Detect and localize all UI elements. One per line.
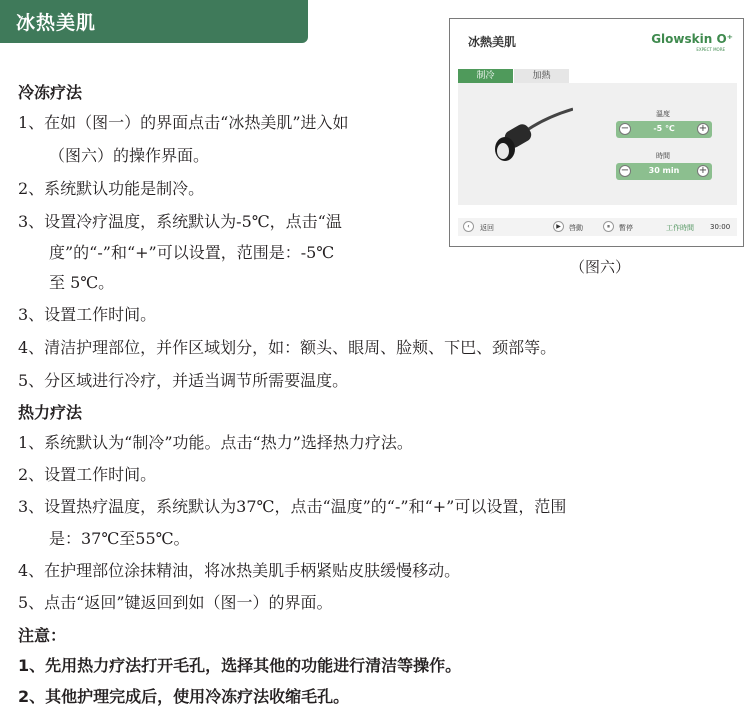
back-icon[interactable]: ‹	[463, 221, 474, 232]
section-header	[0, 0, 308, 43]
note-line-2: 2、其他护理完成后，使用冷冻疗法收缩毛孔。	[18, 687, 350, 706]
cold-line-6: 至 5℃。	[49, 273, 115, 292]
time-minus-button[interactable]: −	[620, 165, 630, 176]
note-line-1: 1、先用热力疗法打开毛孔，选择其他的功能进行清洁等操作。	[18, 656, 462, 675]
pause-button[interactable]: 暫停	[619, 224, 633, 232]
heat-line-1: 1、系统默认为“制冷”功能。点击“热力”选择热力疗法。	[18, 433, 413, 452]
tab-heat[interactable]: 加熱	[514, 69, 569, 83]
heat-therapy-heading: 热力疗法	[18, 403, 83, 422]
control-panel	[458, 83, 737, 205]
time-plus-button[interactable]: +	[698, 165, 708, 176]
work-time-label: 工作時間	[666, 224, 694, 232]
back-button[interactable]: 返回	[480, 224, 494, 232]
cold-therapy-heading: 冷冻疗法	[18, 83, 83, 102]
time-control	[616, 163, 712, 180]
tab-cool[interactable]: 制冷	[458, 69, 513, 83]
notes-heading: 注意：	[18, 626, 67, 645]
work-time-value: 30:00	[710, 223, 731, 231]
cold-line-9: 5、分区域进行冷疗，并适当调节所需要温度。	[18, 371, 349, 390]
pause-icon[interactable]: ⏸	[603, 221, 614, 232]
temperature-plus-button[interactable]: +	[698, 123, 708, 134]
temperature-control	[616, 121, 712, 138]
heat-line-6: 5、点击“返回”键返回到如（图一）的界面。	[18, 593, 333, 612]
time-label: 時間	[656, 152, 670, 160]
device-screen-figure	[449, 18, 744, 247]
cold-line-2: （图六）的操作界面。	[49, 146, 210, 165]
start-button[interactable]: 啓動	[569, 224, 583, 232]
heat-line-2: 2、设置工作时间。	[18, 465, 157, 484]
play-icon[interactable]: ▶	[553, 221, 564, 232]
cold-line-8: 4、清洁护理部位，并作区域划分，如：额头、眼周、脸颊、下巴、颈部等。	[18, 338, 557, 357]
mode-tabs	[458, 69, 737, 83]
section-title: 冰热美肌	[16, 12, 97, 34]
heat-line-3: 3、设置热疗温度，系统默认为37℃，点击“温度”的“-”和“+”可以设置，范围	[18, 497, 567, 516]
temperature-label: 溫度	[656, 110, 670, 118]
temperature-minus-button[interactable]: −	[620, 123, 630, 134]
figure-caption: （图六）	[570, 258, 631, 276]
cold-line-4: 3、设置冷疗温度，系统默认为-5℃，点击“温	[18, 212, 342, 231]
cold-line-5: 度”的“-”和“+”可以设置，范围是：-5℃	[49, 243, 335, 262]
cold-line-1: 1、在如（图一）的界面点击“冰热美肌”进入如	[18, 113, 349, 132]
heat-line-5: 4、在护理部位涂抹精油，将冰热美肌手柄紧贴皮肤缓慢移动。	[18, 561, 461, 580]
screen-title: 冰熱美肌	[468, 35, 517, 49]
heat-line-4: 是：37℃至55℃。	[49, 529, 190, 548]
brand-logo: Glowskin O⁺	[651, 32, 733, 46]
device-handle-icon	[483, 103, 573, 173]
time-value: 30 min	[648, 166, 680, 175]
brand-tagline: EXPECT MORE	[696, 47, 725, 52]
cold-line-3: 2、系统默认功能是制冷。	[18, 179, 205, 198]
cold-line-7: 3、设置工作时间。	[18, 305, 157, 324]
temperature-value: -5 ℃	[653, 124, 675, 133]
bottom-bar	[458, 218, 737, 236]
